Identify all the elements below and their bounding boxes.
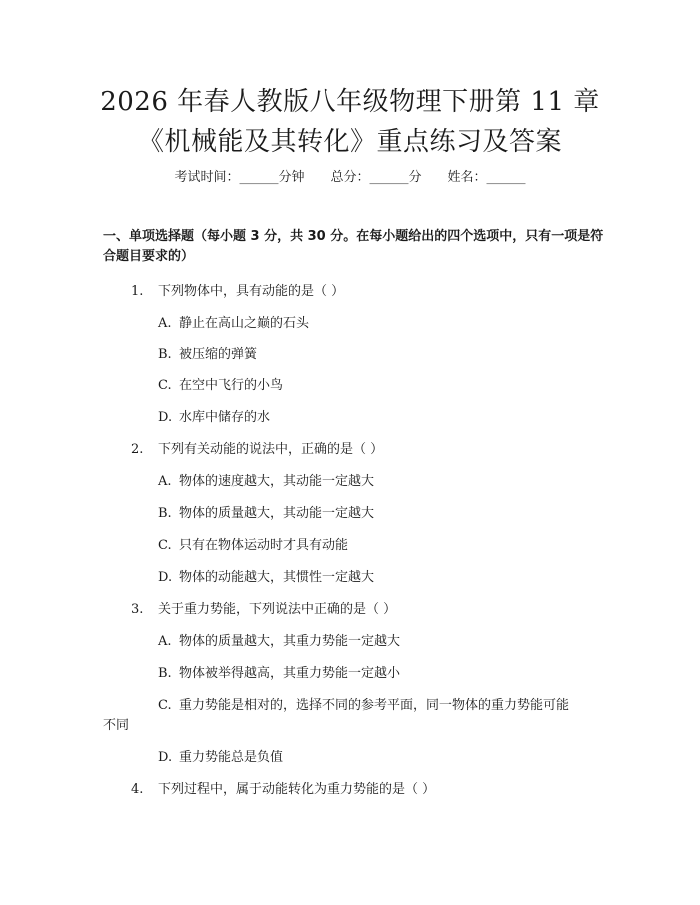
title-line-2: 《机械能及其转化》重点练习及答案 bbox=[137, 127, 562, 157]
question-1-option-b bbox=[158, 345, 257, 365]
question-3-option-c bbox=[158, 696, 569, 716]
option-text: 在空中飞行的小鸟 bbox=[179, 378, 284, 393]
option-label: D. bbox=[158, 410, 173, 425]
option-text: 物体的速度越大，其动能一定越大 bbox=[179, 474, 375, 489]
option-text: 静止在高山之巅的石头 bbox=[179, 316, 310, 331]
option-label: B. bbox=[158, 666, 172, 681]
section-heading: 一、单项选择题（每小题 3 分，共 30 分。在每小题给出的四个选项中，只有一项是符合题目要求的） bbox=[103, 229, 604, 264]
option-text: 重力势能是相对的，选择不同的参考平面，同一物体的重力势能可能 bbox=[179, 698, 570, 713]
question-2-option-d bbox=[158, 568, 374, 588]
title-line-1: 2026 年春人教版八年级物理下册第 11 章 bbox=[100, 87, 600, 117]
question-2-option-a bbox=[158, 472, 374, 492]
question-1-option-c bbox=[158, 376, 283, 396]
option-label: B. bbox=[158, 506, 172, 521]
question-1-option-a bbox=[158, 314, 309, 334]
question-4 bbox=[131, 780, 435, 800]
question-3-option-a bbox=[158, 632, 400, 652]
option-label: D. bbox=[158, 570, 173, 585]
option-text: 物体的动能越大，其惯性一定越大 bbox=[179, 570, 375, 585]
question-3 bbox=[131, 600, 396, 620]
option-text: 水库中储存的水 bbox=[179, 410, 271, 425]
student-name: 姓名：______ bbox=[447, 170, 526, 185]
question-number: 2. bbox=[131, 442, 144, 457]
question-1 bbox=[131, 282, 344, 302]
option-label: A. bbox=[158, 316, 172, 331]
option-label: D. bbox=[158, 750, 173, 765]
question-2-option-c bbox=[158, 536, 348, 556]
question-2-option-b bbox=[158, 504, 374, 524]
option-text: 被压缩的弹簧 bbox=[179, 347, 258, 362]
question-3-option-c-continuation: 不同 bbox=[103, 718, 130, 733]
option-label: C. bbox=[158, 538, 172, 553]
option-text: 物体的质量越大，其重力势能一定越大 bbox=[179, 634, 401, 649]
question-text: 下列物体中，具有动能的是（ ） bbox=[158, 284, 345, 299]
exam-info bbox=[0, 168, 700, 188]
question-number: 3. bbox=[131, 602, 144, 617]
question-1-option-d bbox=[158, 408, 270, 428]
question-3-option-b bbox=[158, 664, 400, 684]
question-2 bbox=[131, 440, 383, 460]
option-text: 只有在物体运动时才具有动能 bbox=[179, 538, 349, 553]
total-score: 总分：______分 bbox=[330, 170, 422, 185]
question-number: 4. bbox=[131, 782, 144, 797]
option-label: C. bbox=[158, 698, 172, 713]
option-label: C. bbox=[158, 378, 172, 393]
option-label: A. bbox=[158, 634, 172, 649]
option-text: 物体的质量越大，其动能一定越大 bbox=[179, 506, 375, 521]
option-text: 物体被举得越高，其重力势能一定越小 bbox=[179, 666, 401, 681]
exam-time: 考试时间：______分钟 bbox=[174, 170, 305, 185]
question-text: 下列有关动能的说法中，正确的是（ ） bbox=[158, 442, 384, 457]
question-3-option-d bbox=[158, 748, 283, 768]
option-label: B. bbox=[158, 347, 172, 362]
option-text: 重力势能总是负值 bbox=[179, 750, 284, 765]
question-text: 下列过程中，属于动能转化为重力势能的是（ ） bbox=[158, 782, 436, 797]
option-label: A. bbox=[158, 474, 172, 489]
question-text: 关于重力势能，下列说法中正确的是（ ） bbox=[158, 602, 397, 617]
question-number: 1. bbox=[131, 284, 144, 299]
